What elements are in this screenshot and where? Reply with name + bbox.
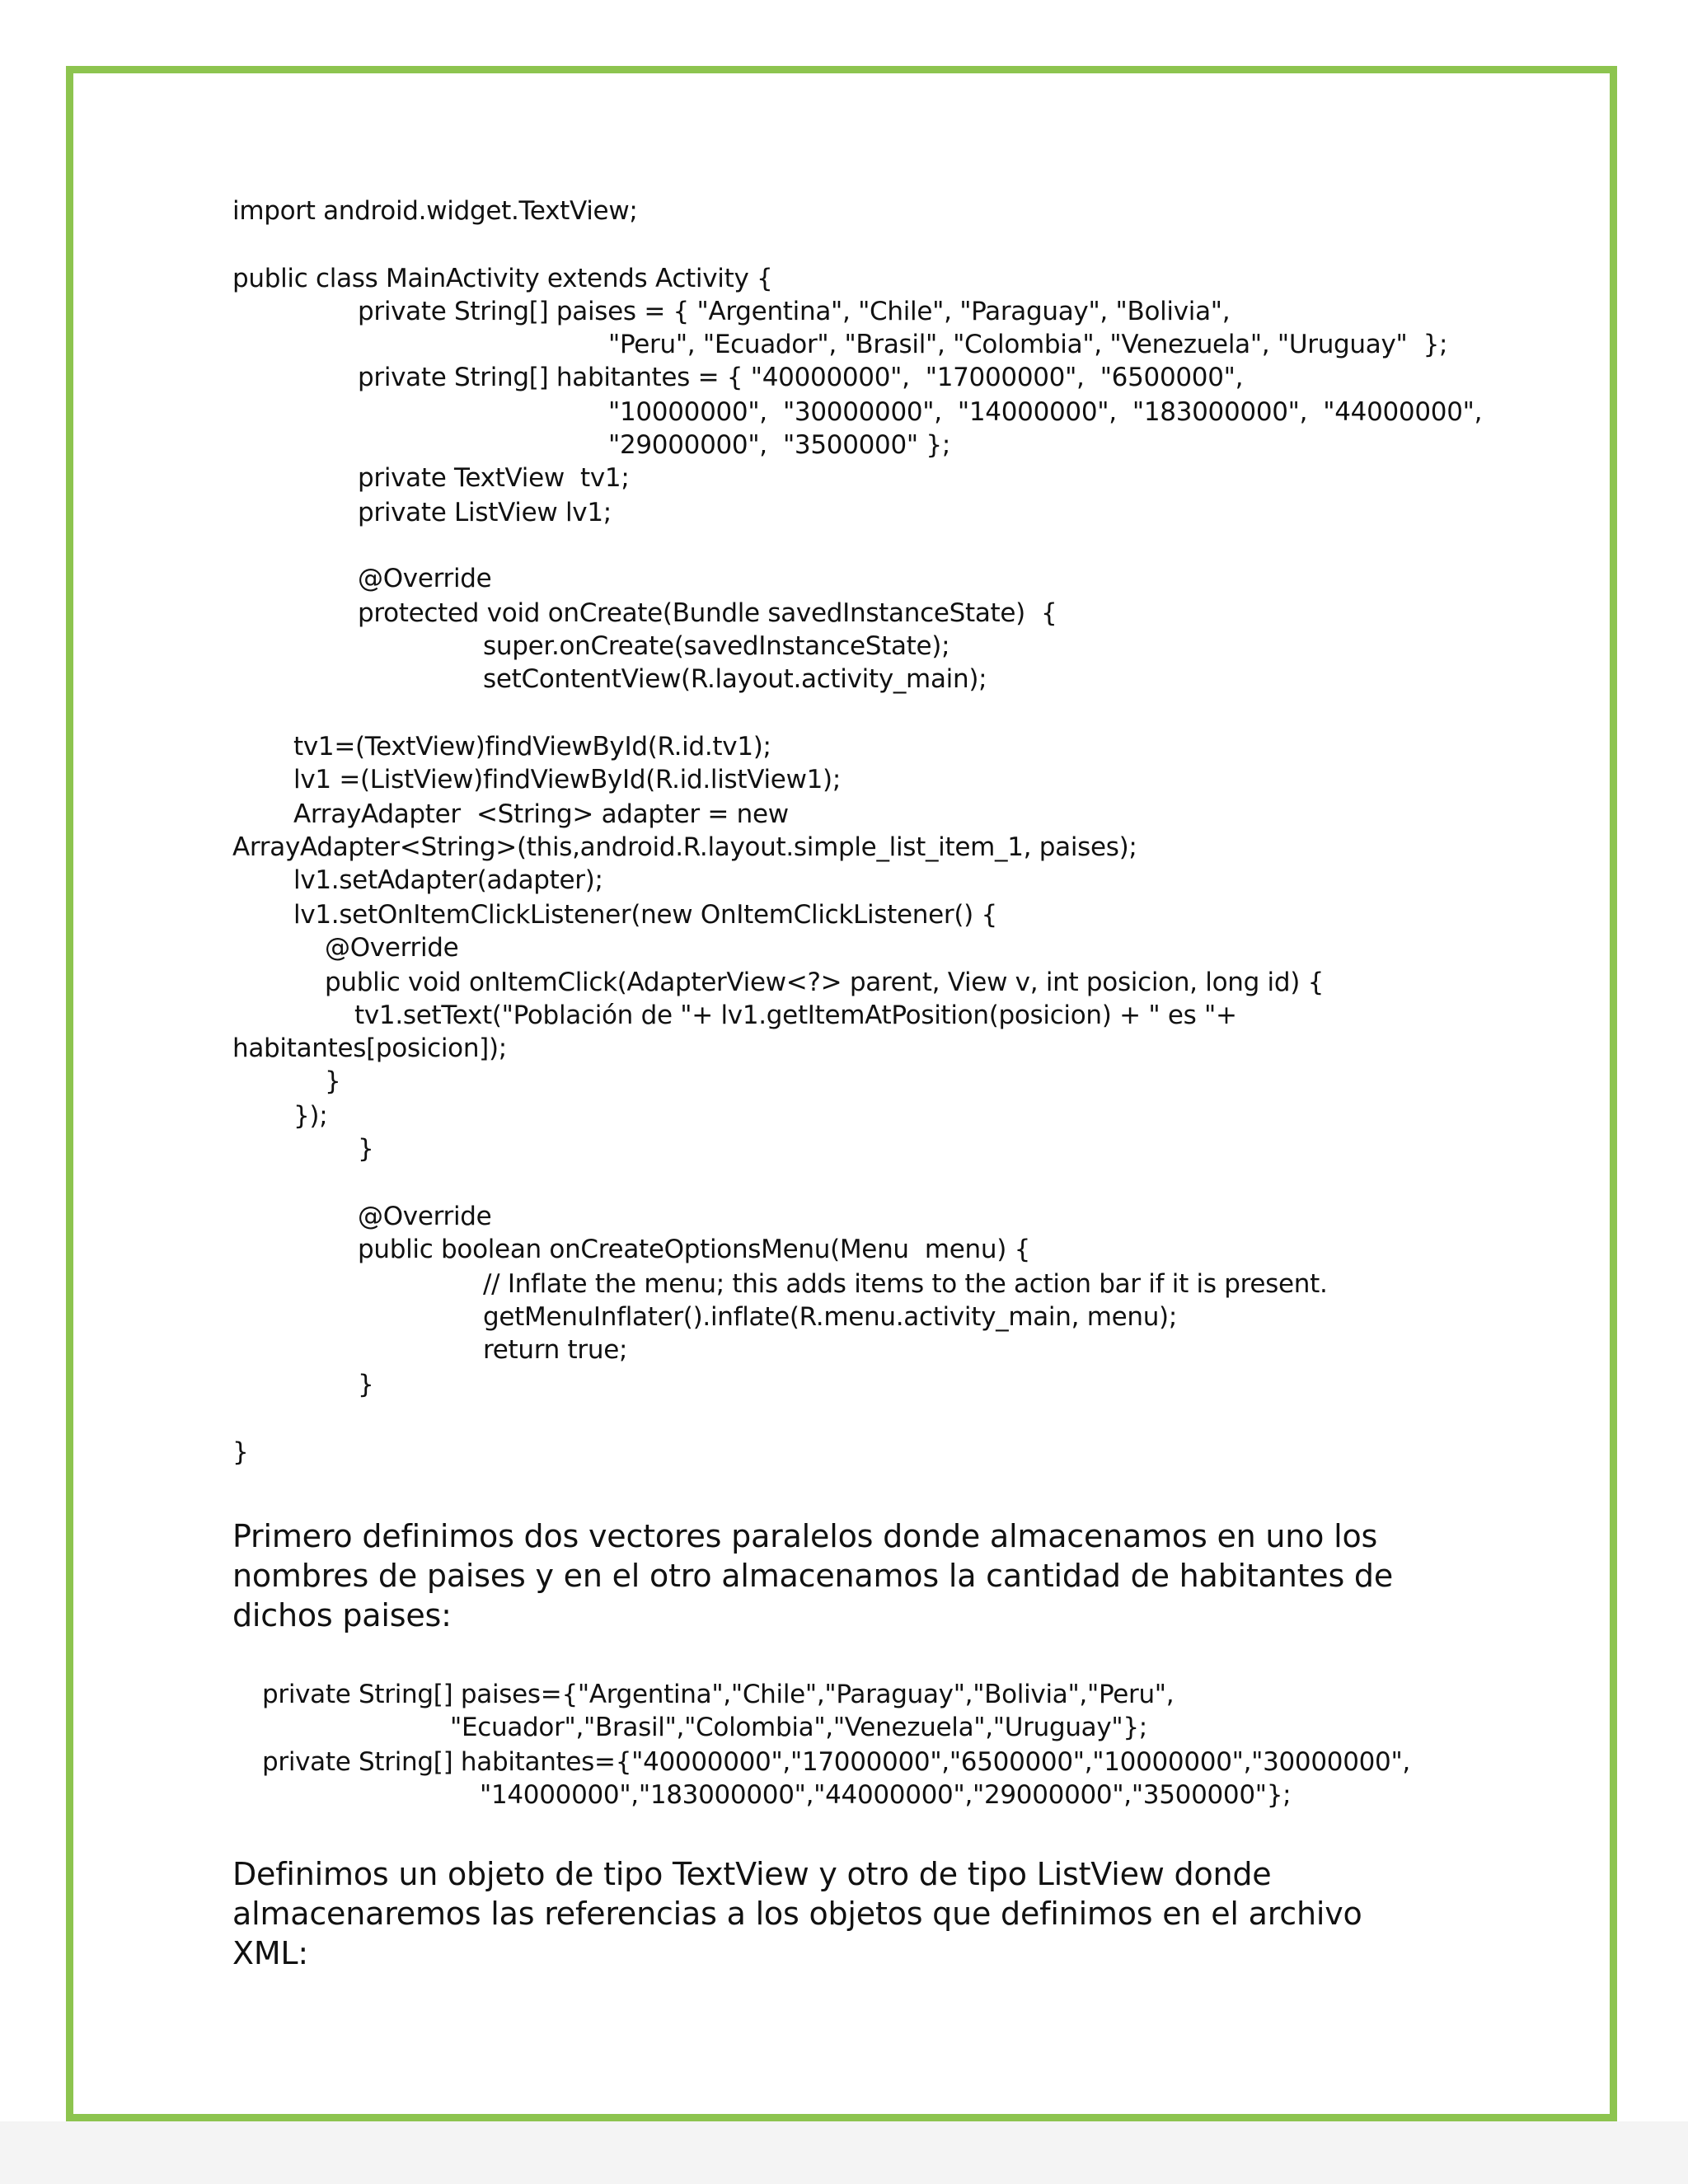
code-line: tv1=(TextView)findViewById(R.id.tv1); bbox=[293, 732, 771, 762]
paragraph-line: dichos paises: bbox=[232, 1597, 452, 1633]
paragraph-line: almacenaremos las referencias a los objetos que definimos en el archivo bbox=[232, 1896, 1362, 1932]
code-line: private ListView lv1; bbox=[358, 498, 612, 527]
code-line: private String[] paises = { "Argentina", "Chile", "Paraguay", "Bolivia", bbox=[358, 297, 1231, 326]
code-line: public void onItemClick(AdapterView<?> parent, View v, int posicion, long id) { bbox=[325, 968, 1325, 997]
code-line: "10000000", "30000000", "14000000", "183000000", "44000000", bbox=[608, 397, 1483, 427]
code-line: "Peru", "Ecuador", "Brasil", "Colombia", "Venezuela", "Uruguay" }; bbox=[608, 330, 1448, 359]
code-line: protected void onCreate(Bundle savedInstanceState) { bbox=[358, 598, 1057, 628]
code-line: } bbox=[358, 1370, 374, 1399]
code-line: // Inflate the menu; this adds items to the action bar if it is present. bbox=[483, 1269, 1328, 1299]
paragraph-line: XML: bbox=[232, 1935, 308, 1971]
code-line: public boolean onCreateOptionsMenu(Menu menu) { bbox=[358, 1235, 1031, 1264]
code-line: "14000000","183000000","44000000","29000000","3500000"}; bbox=[480, 1780, 1292, 1810]
code-line: } bbox=[325, 1066, 341, 1096]
code-line: habitantes[posicion]); bbox=[232, 1033, 507, 1063]
code-line: private TextView tv1; bbox=[358, 463, 630, 493]
code-line: "Ecuador","Brasil","Colombia","Venezuela","Uruguay"}; bbox=[450, 1713, 1147, 1742]
page-bottom-margin bbox=[0, 2121, 1688, 2184]
code-line: } bbox=[232, 1437, 249, 1467]
paragraph-line: nombres de paises y en el otro almacenamos la cantidad de habitantes de bbox=[232, 1558, 1394, 1594]
code-line: return true; bbox=[483, 1335, 628, 1365]
code-line: lv1.setAdapter(adapter); bbox=[293, 865, 603, 895]
paragraph-line: Definimos un objeto de tipo TextView y otro de tipo ListView donde bbox=[232, 1856, 1272, 1892]
code-line: super.onCreate(savedInstanceState); bbox=[483, 631, 950, 661]
code-line: @Override bbox=[358, 1202, 492, 1231]
code-line: ArrayAdapter<String>(this,android.R.layout.simple_list_item_1, paises); bbox=[232, 832, 1137, 862]
code-line: } bbox=[358, 1134, 374, 1164]
code-line: private String[] paises={"Argentina","Chile","Paraguay","Bolivia","Peru", bbox=[262, 1680, 1175, 1709]
code-line: getMenuInflater().inflate(R.menu.activity_main, menu); bbox=[483, 1302, 1177, 1332]
code-line: ArrayAdapter <String> adapter = new bbox=[293, 799, 789, 829]
code-line: }); bbox=[293, 1101, 328, 1131]
code-line: private String[] habitantes = { "40000000", "17000000", "6500000", bbox=[358, 363, 1244, 392]
code-line: setContentView(R.layout.activity_main); bbox=[483, 664, 987, 694]
code-line: private String[] habitantes={"40000000","17000000","6500000","10000000","30000000", bbox=[262, 1747, 1410, 1777]
code-line: lv1.setOnItemClickListener(new OnItemClickListener() { bbox=[293, 900, 997, 930]
code-line: lv1 =(ListView)findViewById(R.id.listView1); bbox=[293, 765, 841, 794]
code-line: "29000000", "3500000" }; bbox=[608, 430, 950, 460]
code-line: public class MainActivity extends Activity { bbox=[232, 264, 773, 293]
code-line: import android.widget.TextView; bbox=[232, 196, 638, 226]
code-line: tv1.setText("Población de "+ lv1.getItemAtPosition(posicion) + " es "+ bbox=[354, 1001, 1237, 1030]
code-line: @Override bbox=[358, 564, 492, 593]
paragraph-line: Primero definimos dos vectores paralelos donde almacenamos en uno los bbox=[232, 1518, 1378, 1554]
code-line: @Override bbox=[325, 933, 459, 963]
